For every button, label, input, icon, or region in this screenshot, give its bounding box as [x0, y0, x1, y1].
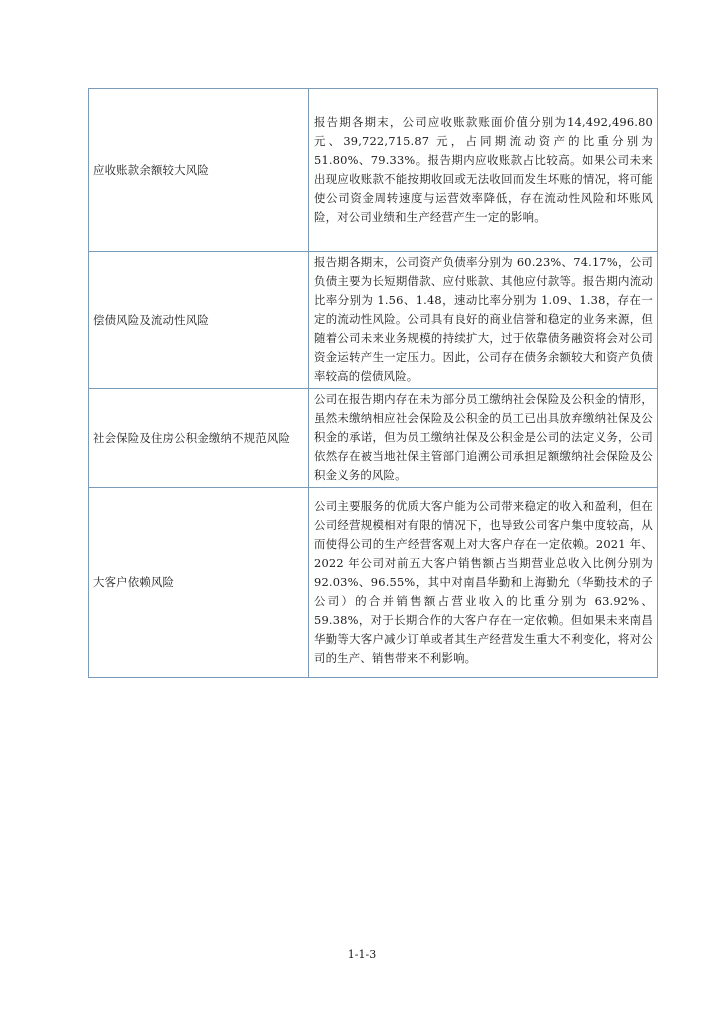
risk-row-customer-dependence	[89, 488, 658, 678]
page-number: 1-1-3	[347, 948, 377, 961]
risk-name: 应收账款余额较大风险	[89, 89, 309, 252]
risk-row-accounts-receivable	[89, 89, 658, 252]
risk-table	[88, 88, 658, 678]
risk-row-social-insurance	[89, 389, 658, 488]
risk-name: 大客户依赖风险	[89, 488, 309, 678]
risk-description: 报告期各期末，公司资产负债率分别为 60.23%、74.17%，公司负债主要为长短期借款、应付账款、其他应付款等。报告期内流动比率分别为 1.56、1.48，速动比率分别为 1.09、1.38，存在一定的流动性风险。公司具有良好的商业信誉和稳定的业务来源，但随着公司未来业务规模的持续扩大，过于依靠债务融资将会对公司资金运转产生一定压力。因此，公司存在债务余额较大和资产负债率较高的偿债风险。	[309, 252, 658, 389]
risk-description: 公司主要服务的优质大客户能为公司带来稳定的收入和盈利，但在公司经营规模相对有限的情况下，也导致公司客户集中度较高，从而使得公司的生产经营客观上对大客户存在一定依赖。2021 年、2022 年公司对前五大客户销售额占当期营业总收入比例分别为 92.03%、96.55%，其中对南昌华勤和上海勤允（华勤技术的子公司）的合并销售额占营业收入的比重分别为 63.92%、59.38%，对于长期合作的大客户存在一定依赖。但如果未来南昌华勤等大客户减少订单或者其生产经营发生重大不利变化，将对公司的生产、销售带来不利影响。	[309, 488, 658, 678]
risk-name: 社会保险及住房公积金缴纳不规范风险	[89, 389, 309, 488]
risk-description: 公司在报告期内存在未为部分员工缴纳社会保险及公积金的情形，虽然未缴纳相应社会保险及公积金的员工已出具放弃缴纳社保及公积金的承诺，但为员工缴纳社保及公积金是公司的法定义务，公司依然存在被当地社保主管部门追溯公司承担足额缴纳社会保险及公积金义务的风险。	[309, 389, 658, 488]
risk-name: 偿债风险及流动性风险	[89, 252, 309, 389]
risk-description: 报告期各期末，公司应收账款账面价值分别为14,492,496.80元、39,722,715.87 元，占同期流动资产的比重分别为51.80%、79.33%。报告期内应收账款占比较高。如果公司未来出现应收账款不能按期收回或无法收回而发生坏账的情况，将可能使公司资金周转速度与运营效率降低，存在流动性风险和坏账风险，对公司业绩和生产经营产生一定的影响。	[309, 89, 658, 252]
risk-row-debt-liquidity	[89, 252, 658, 389]
